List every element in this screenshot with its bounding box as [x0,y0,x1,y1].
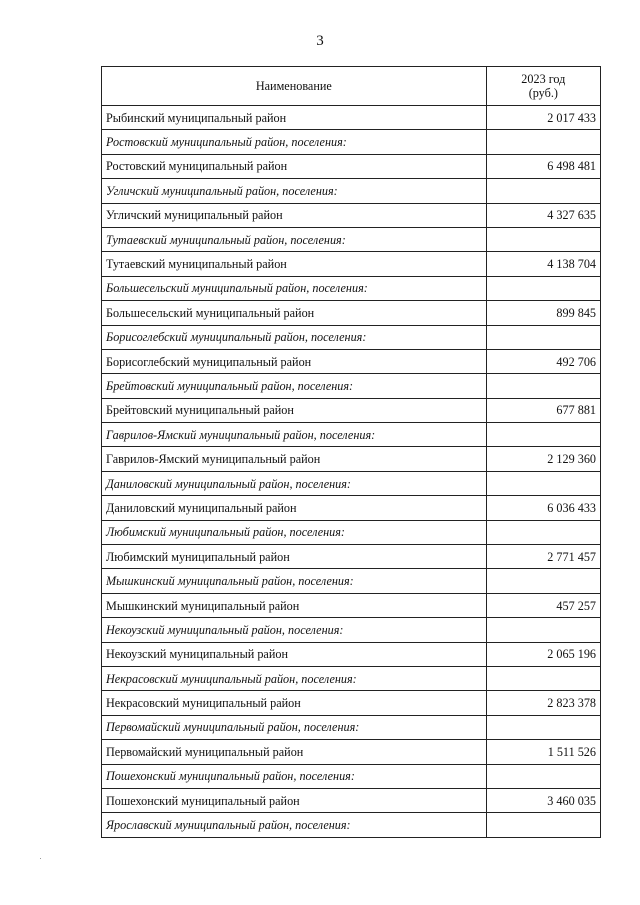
row-value-cell [486,130,600,154]
row-name-cell: Тутаевский муниципальный район, поселения: [102,227,487,251]
row-name-cell: Борисоглебский муниципальный район [102,349,487,373]
row-name-cell: Борисоглебский муниципальный район, поселения: [102,325,487,349]
row-name-cell: Даниловский муниципальный район [102,496,487,520]
row-name-cell: Большесельский муниципальный район, поселения: [102,276,487,300]
row-value-cell [486,520,600,544]
row-name-cell: Ростовский муниципальный район, поселения: [102,130,487,154]
row-value-cell [486,276,600,300]
settlement-header-row [102,227,601,251]
settlement-header-row [102,471,601,495]
row-value-cell: 4 327 635 [486,203,600,227]
row-value-cell: 2 771 457 [486,545,600,569]
table-header-row [102,67,601,106]
row-value-cell [486,715,600,739]
row-value-cell [486,666,600,690]
row-name-cell: Любимский муниципальный район [102,545,487,569]
district-row [102,447,601,471]
row-value-cell [486,618,600,642]
scan-speck [40,858,41,859]
row-name-cell: Пошехонский муниципальный район [102,788,487,812]
row-value-cell [486,423,600,447]
row-value-cell: 2 065 196 [486,642,600,666]
row-value-cell: 6 498 481 [486,154,600,178]
row-value-cell: 2 823 378 [486,691,600,715]
district-row [102,349,601,373]
row-value-cell [486,569,600,593]
row-value-cell [486,374,600,398]
row-name-cell: Даниловский муниципальный район, поселения: [102,471,487,495]
row-name-cell: Некоузский муниципальный район [102,642,487,666]
settlement-header-row [102,666,601,690]
row-name-cell: Брейтовский муниципальный район, поселения: [102,374,487,398]
column-header-name: Наименование [102,67,487,106]
settlement-header-row [102,130,601,154]
row-value-cell [486,325,600,349]
table-body [102,106,601,838]
district-row [102,740,601,764]
district-row [102,642,601,666]
row-name-cell: Некрасовский муниципальный район [102,691,487,715]
page-number: 3 [316,33,324,49]
district-row [102,106,601,130]
budget-table [101,66,601,838]
row-value-cell: 6 036 433 [486,496,600,520]
row-name-cell: Угличский муниципальный район, поселения: [102,179,487,203]
row-name-cell: Ростовский муниципальный район [102,154,487,178]
row-name-cell: Первомайский муниципальный район [102,740,487,764]
row-value-cell: 1 511 526 [486,740,600,764]
district-row [102,593,601,617]
row-name-cell: Угличский муниципальный район [102,203,487,227]
row-name-cell: Любимский муниципальный район, поселения: [102,520,487,544]
column-header-year-line1: 2023 год [521,72,566,86]
row-name-cell: Ярославский муниципальный район, поселения: [102,813,487,837]
row-name-cell: Мышкинский муниципальный район, поселения: [102,569,487,593]
settlement-header-row [102,764,601,788]
row-name-cell: Гаврилов-Ямский муниципальный район, поселения: [102,423,487,447]
row-value-cell [486,813,600,837]
district-row [102,691,601,715]
settlement-header-row [102,569,601,593]
row-value-cell: 492 706 [486,349,600,373]
row-value-cell [486,179,600,203]
row-name-cell: Рыбинский муниципальный район [102,106,487,130]
row-value-cell: 3 460 035 [486,788,600,812]
row-name-cell: Большесельский муниципальный район [102,301,487,325]
row-value-cell: 677 881 [486,398,600,422]
settlement-header-row [102,325,601,349]
row-value-cell: 4 138 704 [486,252,600,276]
row-name-cell: Мышкинский муниципальный район [102,593,487,617]
district-row [102,398,601,422]
settlement-header-row [102,423,601,447]
row-name-cell: Тутаевский муниципальный район [102,252,487,276]
settlement-header-row [102,374,601,398]
district-row [102,252,601,276]
settlement-header-row [102,276,601,300]
row-value-cell: 457 257 [486,593,600,617]
settlement-header-row [102,813,601,837]
column-header-year [486,67,600,106]
row-value-cell: 2 017 433 [486,106,600,130]
row-value-cell [486,471,600,495]
district-row [102,496,601,520]
row-value-cell: 2 129 360 [486,447,600,471]
district-row [102,788,601,812]
settlement-header-row [102,618,601,642]
district-row [102,545,601,569]
district-row [102,301,601,325]
row-name-cell: Некоузский муниципальный район, поселения: [102,618,487,642]
settlement-header-row [102,520,601,544]
row-value-cell [486,227,600,251]
row-name-cell: Брейтовский муниципальный район [102,398,487,422]
district-row [102,203,601,227]
district-row [102,154,601,178]
column-header-year-line2: (руб.) [528,86,558,100]
settlement-header-row [102,715,601,739]
row-value-cell: 899 845 [486,301,600,325]
row-value-cell [486,764,600,788]
settlement-header-row [102,179,601,203]
row-name-cell: Некрасовский муниципальный район, поселения: [102,666,487,690]
row-name-cell: Первомайский муниципальный район, поселения: [102,715,487,739]
row-name-cell: Пошехонский муниципальный район, поселения: [102,764,487,788]
row-name-cell: Гаврилов-Ямский муниципальный район [102,447,487,471]
